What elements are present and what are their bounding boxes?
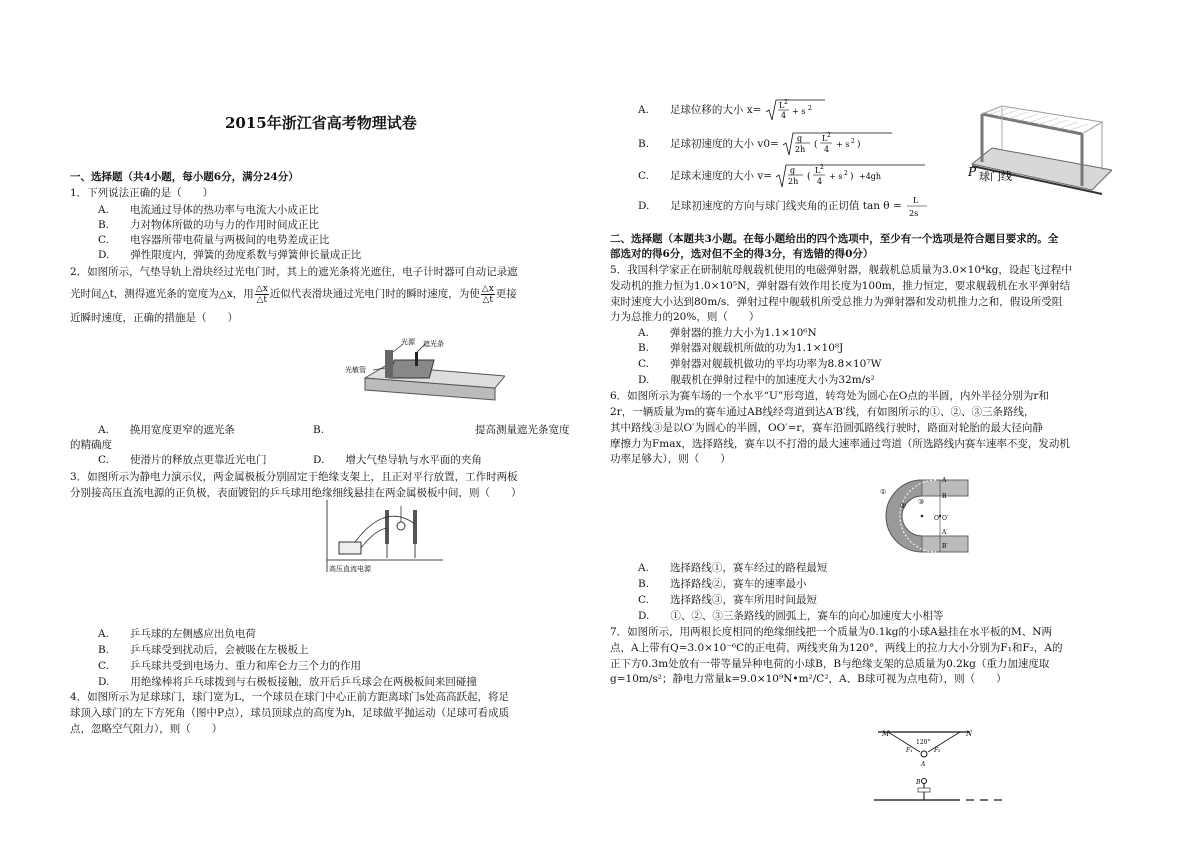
q4-option-d (638, 193, 929, 219)
q2-option-b-label: B. (313, 424, 325, 436)
q1-option-a: A. 电流通过导体的热功率与电流大小成正比 (98, 204, 319, 216)
q2-option-c: C. 使滑片的释放点更靠近光电门 (98, 454, 267, 466)
q6-fig-a: A (942, 477, 947, 484)
q2-line2-c: 更接 (495, 288, 517, 300)
q7-fig-f2: F₂ (934, 747, 941, 754)
q7-line2: 点，A上带有Q=3.0×10⁻⁶C的正电荷，两线夹角为120°，两线上的拉力大小分别为F₁和F₂，A的 (610, 642, 1063, 654)
q2-option-b-cont: 的精确度 (70, 439, 112, 451)
svg-text:4: 4 (824, 145, 830, 154)
q7-fig-angle: 120° (916, 739, 931, 746)
svg-text:L: L (778, 101, 785, 110)
svg-text:2h: 2h (795, 145, 806, 154)
q6-fig-o: O (934, 515, 939, 522)
svg-text:): ) (857, 140, 861, 150)
section2-heading-2: 部选对的得6分，选对但不全的得3分，有选错的得0分） (610, 248, 874, 260)
q5-line3: 束时速度大小达到80m/s．弹射过程中舰载机所受总推力为弹射器和发动机推力之和，假设所受阻 (610, 296, 1063, 308)
q2-fig-label-light: 光源 (401, 338, 415, 346)
q6-line3: 其中路线③是以O′为圆心的半圆，OO′=r，赛车沿圆弧路线行驶时，路面对轮胎的最大径向静 (610, 422, 1043, 434)
svg-text:2: 2 (827, 132, 831, 139)
q4-option-c (638, 163, 925, 189)
q2-frac1-num: △x (255, 283, 268, 294)
q1-option-d: D. 弹性限度内，弹簧的劲度系数与弹簧伸长量成正比 (98, 249, 362, 261)
svg-text:2s: 2s (909, 209, 919, 218)
q1-option-c: C. 电容器所带电荷量与两极间的电势差成正比 (98, 234, 330, 246)
q6-line4: 摩擦力为Fmax，选择路线，赛车以不打滑的最大速率通过弯道（所选路线内赛车速率不变，发动机 (610, 438, 1070, 450)
q3-line1: 3．如图所示为静电力演示仪，两金属极板分别固定于绝缘支架上，且正对平行放置，工作时两板 (70, 471, 518, 483)
q5-option-c: C. 弹射器对舰载机做功的平均功率为8.8×10⁷W (638, 358, 882, 370)
q2-line2-a: 光时间△t，测得遮光条的宽度为△x，用 (70, 288, 254, 300)
q4-option-a (638, 98, 825, 122)
q6-fig-a-prime: A′ (942, 529, 948, 536)
q6-line5: 功率足够大），则（ ） (610, 453, 731, 465)
q5-option-a: A. 弹射器的推力大小为1.1×10⁶N (638, 327, 817, 339)
q3-figure-electrostatic (325, 500, 445, 578)
q4-line3: 点，忽略空气阻力），则（ ） (70, 723, 223, 735)
svg-text:2h: 2h (788, 177, 799, 186)
q4-option-b (638, 131, 892, 157)
q7-line3: 正下方0.3m处放有一带等量异种电荷的小球B，B与绝缘支架的总质量为0.2kg（重力加速度取 (610, 658, 1050, 670)
q2-line2 (70, 283, 517, 305)
q6-option-c: C. 选择路线③，赛车所用时间最短 (638, 594, 817, 606)
q4-formula-b (782, 131, 892, 157)
q6-fig-route-3: ③ (918, 498, 925, 506)
svg-text:(: ( (807, 172, 811, 182)
q7-line1: 7．如图所示，用两根长度相同的绝缘细线把一个质量为0.1kg的小球A悬挂在水平板的M、N两 (610, 626, 1052, 638)
q4-option-b-text: B. 足球初速度的大小 v0= (638, 138, 779, 150)
svg-text:+ s: + s (791, 107, 806, 116)
q4-formula-a (765, 98, 825, 122)
q7-fig-b: B (916, 779, 921, 786)
q6-line2: 2r，一辆质量为m的赛车通过AB线经弯道到达A′B′线，有如图所示的①、②、③三条路线， (610, 406, 1035, 418)
q6-option-a: A. 选择路线①，赛车经过的路程最短 (638, 562, 828, 574)
q3-option-a: A. 乒乓球的左侧感应出负电荷 (98, 628, 256, 640)
svg-text:g: g (797, 134, 803, 143)
q4-formula-c (775, 163, 925, 189)
svg-text:2: 2 (844, 170, 849, 177)
q2-frac1-den: △t (256, 294, 268, 305)
q2-fig-label-sensor: 光敏管 (345, 366, 366, 374)
svg-text:2: 2 (820, 164, 825, 171)
q2-frac2-num: △x (481, 283, 494, 294)
section2-heading-1: 二、选择题（本题共3小题。在每小题给出的四个选项中，至少有一个选项是符合题目要求的。全 (610, 233, 1059, 245)
q4-line2: 球顶入球门的左下方死角（图中P点），球员顶球点的高度为h，足球做平抛运动（足球可看成质 (70, 707, 510, 719)
q7-fig-m: M (882, 730, 890, 738)
q4-fig-label-p: P (968, 165, 977, 179)
q2-line3: 近瞬时速度，正确的措施是（ ） (70, 312, 238, 324)
q2-option-d: D. 增大气垫导轨与水平面的夹角 (313, 454, 482, 466)
q4-fig-label-goal-line: 球门线 (979, 170, 1012, 183)
q7-figure-suspended-ball (870, 724, 1010, 804)
svg-text:2: 2 (807, 105, 812, 112)
q3-fig-label: 高压直流电源 (329, 565, 371, 573)
q3-option-c: C. 乒乓球共受到电场力、重力和库仑力三个力的作用 (98, 660, 361, 672)
q6-fig-o-prime: O′ (942, 515, 949, 522)
q2-fraction-2 (481, 284, 495, 305)
page-title: 2015年浙江省高考物理试卷 (225, 114, 417, 132)
q1-stem: 1．下列说法正确的是（ ） (70, 187, 214, 199)
q6-fig-route-1: ① (880, 488, 887, 496)
svg-text:): ) (850, 172, 854, 182)
q5-option-b: B. 弹射器对舰载机所做的功为1.1×10⁸J (638, 342, 844, 354)
q2-fraction-1 (255, 284, 269, 305)
q6-option-b: B. 选择路线②，赛车的速率最小 (638, 578, 807, 590)
q2-line2-b: 近似代表滑块通过光电门时的瞬时速度，为使 (269, 288, 480, 300)
svg-text:L: L (822, 134, 828, 143)
q6-line1: 6．如图所示为赛车场的一个水平“U”形弯道，转弯处为圆心在O点的半圆，内外半径分别为r和 (610, 390, 1049, 402)
svg-text:(: ( (814, 140, 818, 150)
section1-heading: 一、选择题（共4小题，每小题6分，满分24分） (70, 171, 299, 183)
q1-option-b: B. 力对物体所做的功与力的作用时间成正比 (98, 219, 320, 231)
q5-option-d: D. 舰载机在弹射过程中的加速度大小为32m/s² (638, 374, 875, 386)
q3-option-b: B. 乒乓球受到扰动后，会被吸在左极板上 (98, 644, 309, 656)
svg-text:L: L (815, 166, 821, 175)
svg-text:g: g (790, 166, 796, 175)
q6-figure-u-track (878, 474, 978, 558)
q4-option-d-text: D. 足球初速度的方向与球门线夹角的正切值 tan θ = (638, 200, 902, 212)
q4-line1: 4．如图所示为足球球门，球门宽为L，一个球员在球门中心正前方距离球门s处高高跃起，将足 (70, 691, 510, 703)
q4-option-c-text: C. 足球末速度的大小 v= (638, 170, 773, 182)
q7-fig-n: N (966, 730, 973, 738)
q3-option-d: D. 用绝缘棒将乒乓球拨到与右极板接触，放开后乒乓球会在两极板间来回碰撞 (98, 676, 477, 688)
q5-line1: 5．我国科学家正在研制航母舰载机使用的电磁弹射器，舰载机总质量为3.0×10⁴kg，设起飞过程中 (610, 264, 1072, 276)
q2-line1: 2．如图所示，气垫导轨上滑块经过光电门时，其上的遮光条将光遮住，电子计时器可自动记录遮 (70, 266, 518, 278)
q6-fig-b-prime: B′ (942, 543, 948, 550)
svg-text:+4gh: +4gh (859, 172, 882, 181)
svg-text:+ s: + s (829, 172, 843, 181)
q7-line4: g=10m/s²；静电力常量k=9.0×10⁹N•m²/C²，A、B球可视为点电荷），则（ ） (610, 673, 1007, 685)
q2-option-b-text: 提高测量遮光条宽度 (475, 424, 570, 436)
q2-figure-air-track (345, 338, 505, 408)
q2-option-a: A. 换用宽度更窄的遮光条 (98, 424, 235, 436)
q2-fig-label-strip: 遮光条 (423, 340, 444, 348)
svg-text:L: L (913, 196, 919, 205)
q5-line2: 发动机的推力恒为1.0×10⁵N，弹射器有效作用长度为100m，推力恒定，要求舰载机在水平弹射结 (610, 280, 1071, 292)
svg-text:4: 4 (817, 177, 823, 186)
q4-figure-goal (962, 104, 1112, 196)
q3-line2: 分别接高压直流电源的正负极，表面镀铝的乒乓球用绝缘细线悬挂在两金属极板中间，则（ ） (70, 487, 522, 499)
svg-text:2: 2 (851, 138, 855, 145)
svg-text:2: 2 (783, 99, 788, 106)
q6-fig-route-2: ② (900, 502, 907, 510)
q4-formula-d (905, 193, 929, 219)
svg-text:+ s: + s (836, 140, 850, 149)
q2-frac2-den: △t (482, 294, 494, 305)
svg-text:4: 4 (780, 111, 786, 120)
q6-fig-b: B (942, 493, 947, 500)
q6-option-d: D. ①、②、③三条路线的圆弧上，赛车的向心加速度大小相等 (638, 610, 944, 622)
q7-fig-a: A (921, 761, 926, 768)
q7-fig-f1: F₁ (906, 747, 913, 754)
q5-line4: 力为总推力的20%，则（ ） (610, 311, 760, 323)
q4-option-a-text: A. 足球位移的大小 x= (638, 104, 762, 116)
